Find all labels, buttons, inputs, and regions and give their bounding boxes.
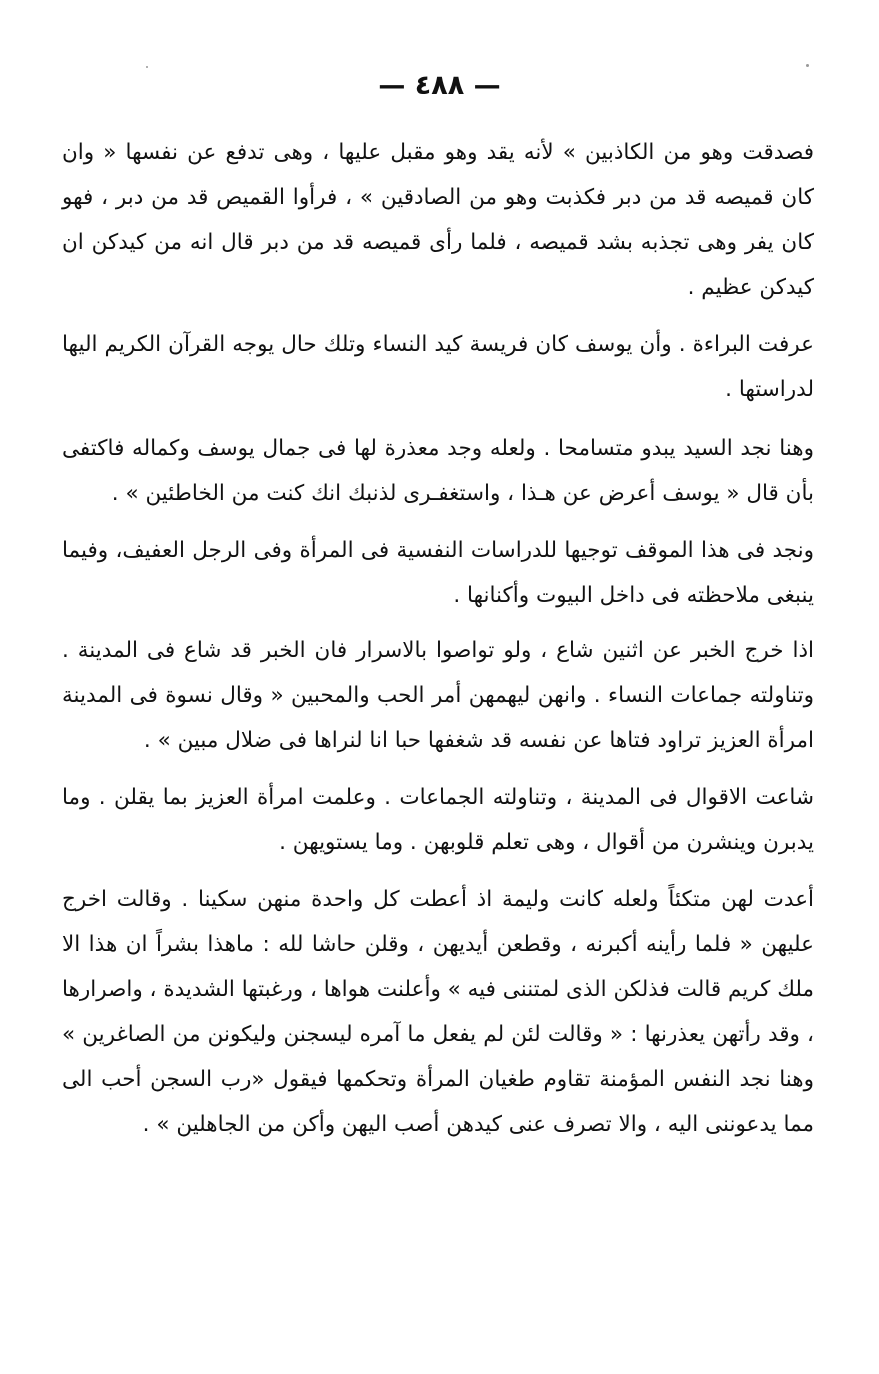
paragraph-5: اذا خرج الخبر عن اثنين شاع ، ولو تواصوا بالاسرار فان الخبر قد شاع فى المدينة . وتناولته جماعات النساء . وانهن ليهمهن أمر الحب والمحبين « وقال نسوة فى المدينة امرأة العزيز تراود فتاها عن نفسه قد شغفها حبا انا لنراها فى ضلال مبين » . <box>62 638 814 753</box>
paragraph-7: أعدت لهن متكئاً ولعله كانت وليمة اذ أعطت كل واحدة منهن سكينا . وقالت اخرج عليهن « فلما رأينه أكبرنه ، وقطعن أيديهن ، وقلن حاشا لله : ماهذا بشراً ان هذا الا ملك كريم قالت فذلكن الذى لمتننى فيه » وأعلنت هواها ، ورغبتها الشديدة ، واصرارها ، وقد رأتهن يعذرنها : « وقالت لئن لم يفعل ما آمره ليسجنن وليكونن من الصاغرين » وهنا نجد النفس المؤمنة تقاوم طغيان المرأة وتحكمها فيقول «رب السجن أحب الى مما يدعوننى اليه ، والا تصرف عنى كيدهن أصب اليهن وأكن من الجاهلين » . <box>62 887 814 1137</box>
page-number: — ٤٨٨ — <box>378 70 501 101</box>
paragraph-3: وهنا نجد السيد يبدو متسامحا . ولعله وجد معذرة لها فى جمال يوسف وكماله فاكتفى بأن قال « يوسف أعرض عن هـذا ، واستغفـرى لذنبك انك كنت من الخاطئين » . <box>62 436 814 506</box>
body-text <box>62 130 814 1147</box>
paragraph-1: فصدقت وهو من الكاذبين » لأنه يقد وهو مقبل عليها ، وهى تدفع عن نفسها « وان كان قميصه قد من دبر فكذبت وهو من الصادقين » ، فرأوا القميص قد من دبر ، فهو كان يفر وهى تجذبه بشد قميصه ، فلما رأى قميصه قد من دبر قال انه من كيدكن ان كيدكن عظيم . <box>62 140 814 300</box>
paragraph-2: عرفت البراءة . وأن يوسف كان فريسة كيد النساء وتلك حال يوجه القرآن الكريم اليها لدراستها . <box>62 332 814 402</box>
paragraph-4: ونجد فى هذا الموقف توجيها للدراسات النفسية فى المرأة وفى الرجل العفيف، وفيما ينبغى ملاحظته فى داخل البيوت وأكنانها . <box>62 538 814 608</box>
scan-speck <box>146 66 148 68</box>
paragraph-6: شاعت الاقوال فى المدينة ، وتناولته الجماعات . وعلمت امرأة العزيز بما يقلن . وما يدبرن وينشرن من أقوال ، وهى تعلم قلوبهن . وما يستويهن . <box>62 785 814 855</box>
scan-speck <box>806 64 809 67</box>
